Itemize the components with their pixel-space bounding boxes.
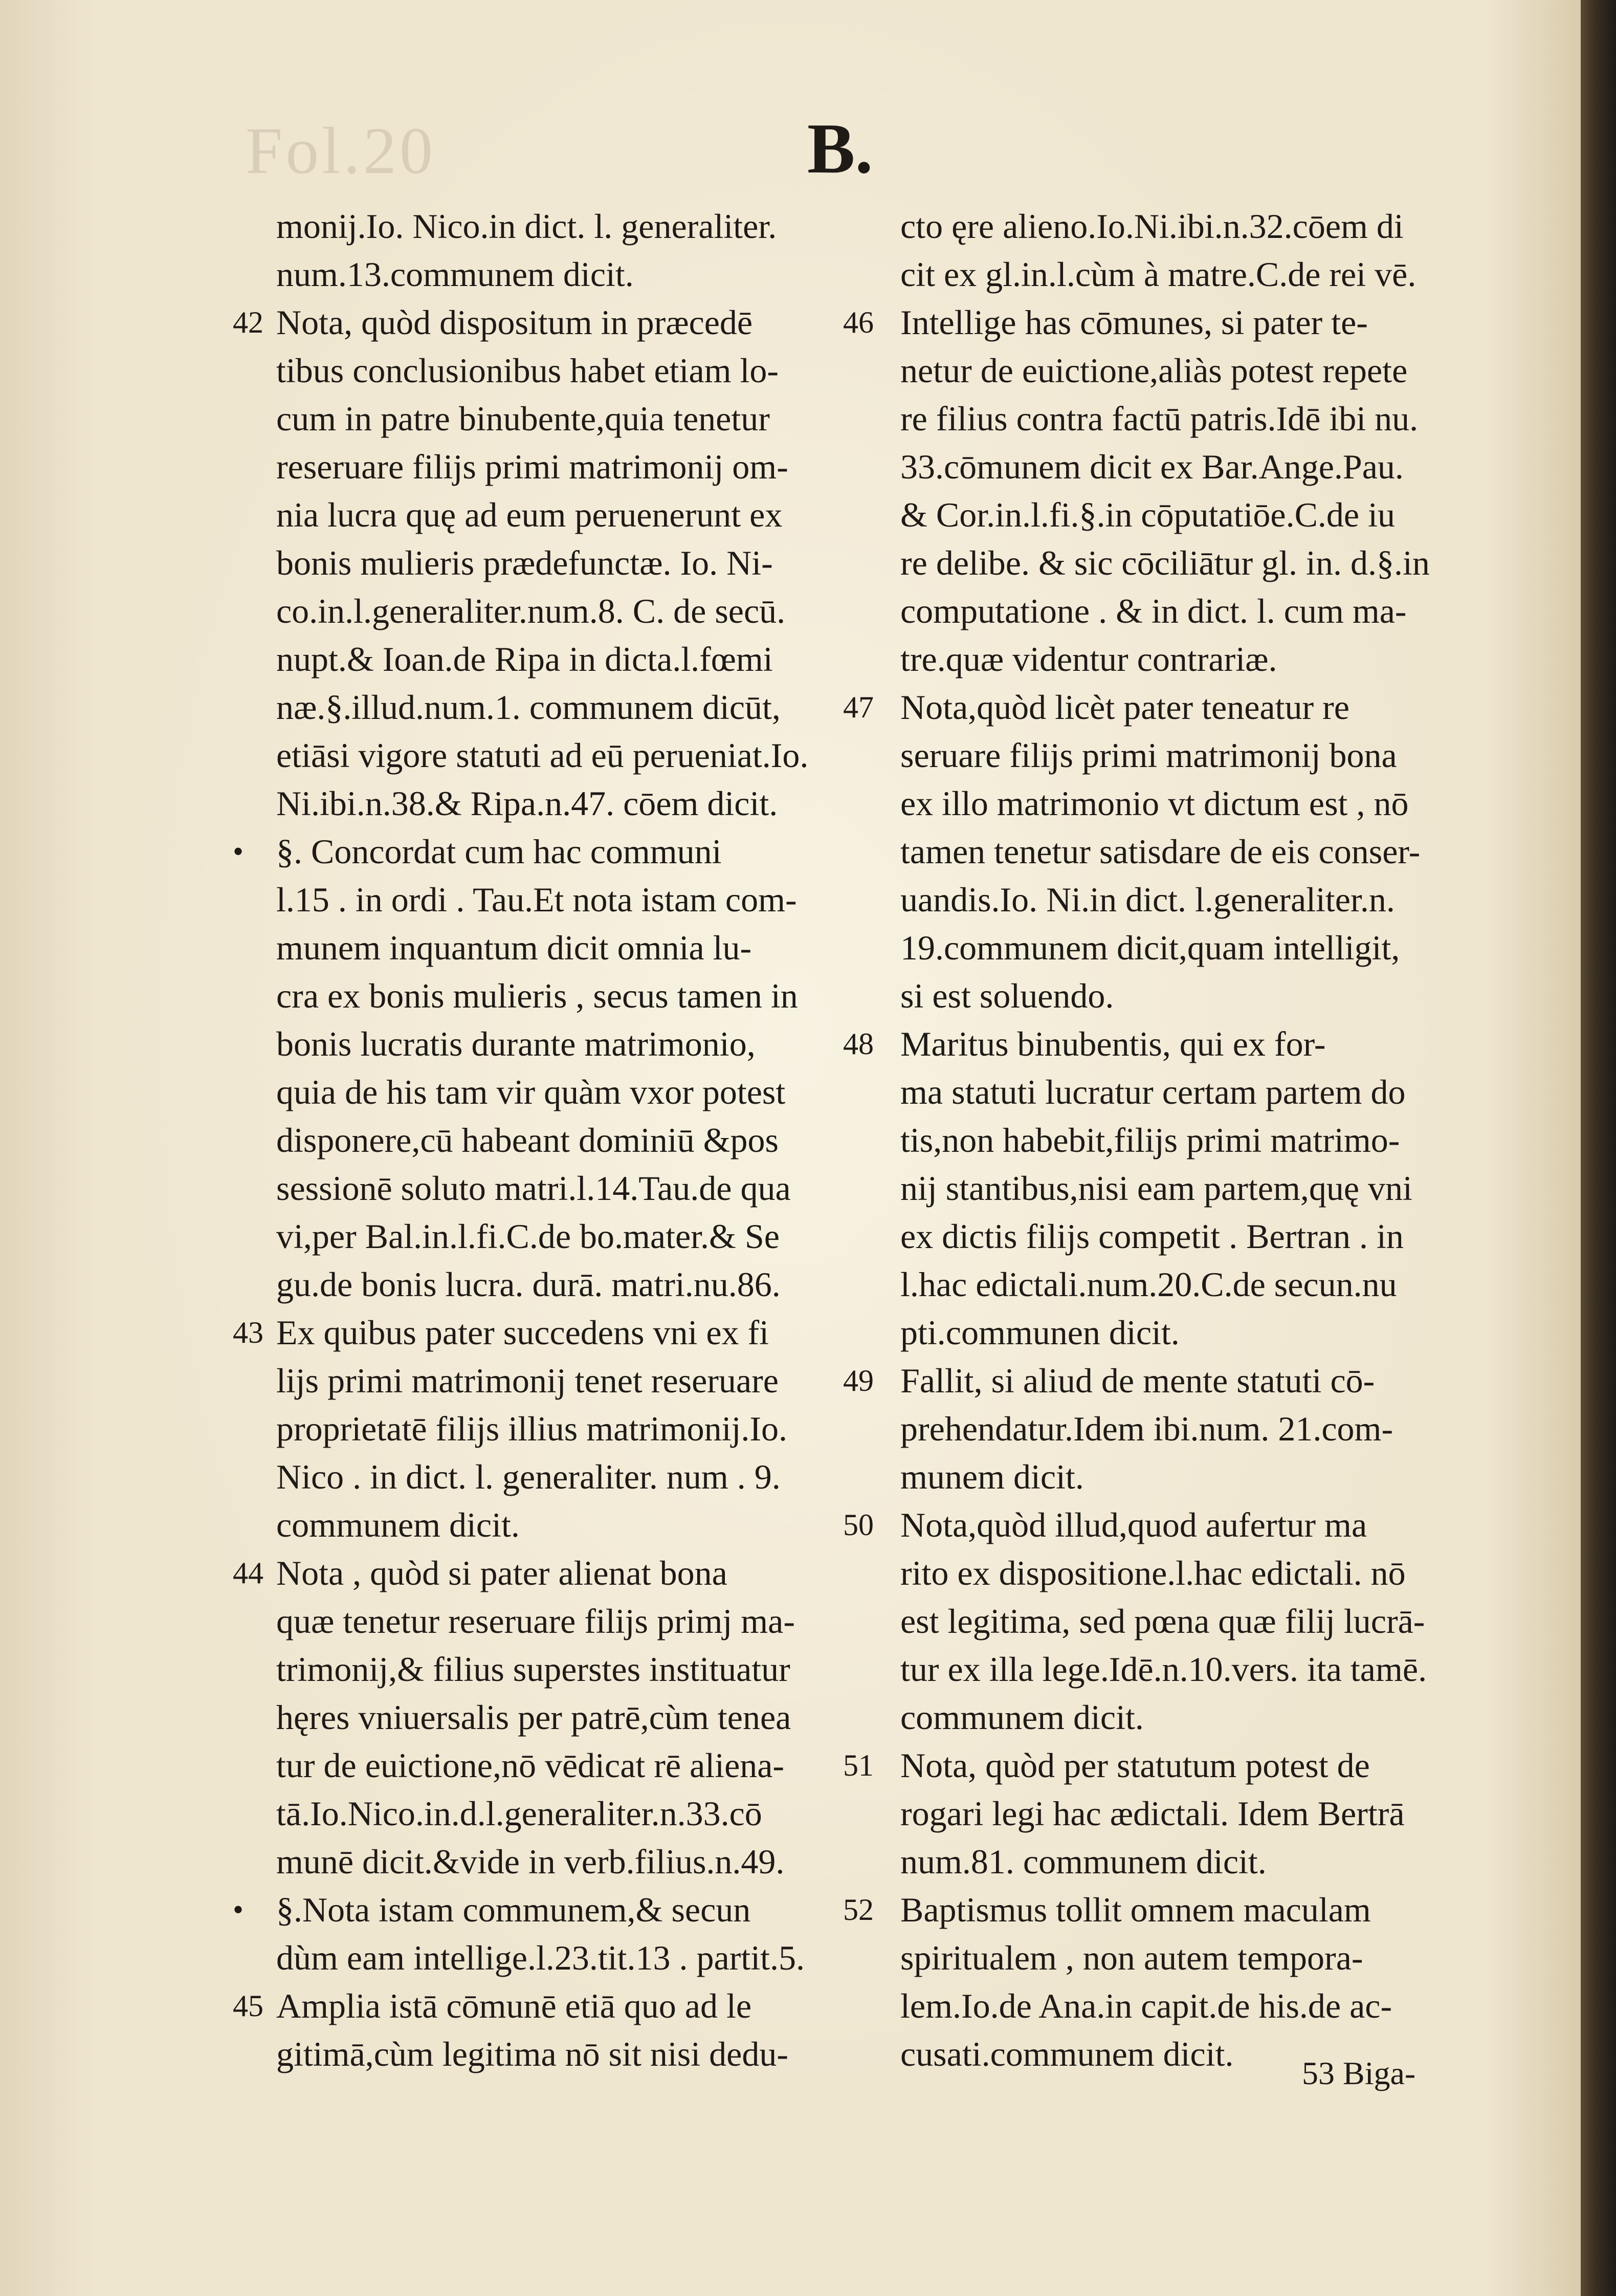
text-line xyxy=(900,972,1473,1020)
line-text: Baptismus tollit omnem maculam xyxy=(900,1890,1371,1929)
text-line xyxy=(276,443,839,491)
text-line xyxy=(276,2030,839,2078)
text-line xyxy=(233,1308,839,1357)
text-line xyxy=(900,731,1473,779)
line-text: tur ex illa lege.Idē.n.10.vers. ita tamē. xyxy=(900,1650,1427,1689)
line-text: cit ex gl.in.l.cùm à matre.C.de rei vē. xyxy=(900,255,1416,294)
line-text: monij.Io. Nico.in dict. l. generaliter. xyxy=(276,207,777,246)
text-line xyxy=(900,1645,1473,1693)
line-text: cra ex bonis mulieris , secus tamen in xyxy=(276,976,798,1015)
text-line xyxy=(900,1838,1473,1886)
line-text: re filius contra factū patris.Idē ibi nu. xyxy=(900,399,1419,438)
line-text: tā.Io.Nico.in.d.l.generaliter.n.33.cō xyxy=(276,1794,762,1833)
marginal-number: 51 xyxy=(843,1748,874,1782)
text-line xyxy=(900,827,1473,876)
line-text: etiāsi vigore statuti ad eū perueniat.Io. xyxy=(276,736,809,775)
text-line xyxy=(276,1020,839,1068)
marginal-number: • xyxy=(233,835,244,868)
text-line xyxy=(276,1357,839,1405)
line-text: §. Concordat cum hac communi xyxy=(276,832,722,871)
text-line xyxy=(276,635,839,683)
line-text: Ex quibus pater succedens vni ex fi xyxy=(276,1313,769,1352)
line-text: cto ęre alieno.Io.Ni.ibi.n.32.cōem di xyxy=(900,207,1404,246)
text-line xyxy=(276,876,839,924)
text-line xyxy=(276,346,839,395)
line-text: disponere,cū habeant dominiū &pos xyxy=(276,1121,779,1160)
text-line xyxy=(276,1405,839,1453)
line-text: proprietatē filijs illius matrimonij.Io. xyxy=(276,1409,788,1448)
line-text: 33.cōmunem dicit ex Bar.Ange.Pau. xyxy=(900,447,1404,486)
line-text: Maritus binubentis, qui ex for- xyxy=(900,1024,1326,1063)
line-text: netur de euictione,aliàs potest repete xyxy=(900,351,1408,390)
line-text: ex illo matrimonio vt dictum est , nō xyxy=(900,784,1409,823)
text-line xyxy=(276,1645,839,1693)
text-line xyxy=(843,1741,1473,1789)
text-line xyxy=(900,202,1473,250)
line-text: rito ex dispositione.l.hac edictali. nō xyxy=(900,1554,1406,1592)
line-text: Intellige has cōmunes, si pater te- xyxy=(900,303,1368,342)
text-line xyxy=(900,1068,1473,1116)
line-text: & Cor.in.l.fi.§.in cōputatiōe.C.de iu xyxy=(900,495,1396,534)
line-text: quæ tenetur reseruare filijs primj ma- xyxy=(276,1602,795,1641)
text-line xyxy=(900,491,1473,539)
line-text: lem.Io.de Ana.in capit.de his.de ac- xyxy=(900,1986,1392,2025)
text-line xyxy=(900,395,1473,443)
text-line xyxy=(276,1741,839,1789)
line-text: nupt.& Ioan.de Ripa in dicta.l.fœmi xyxy=(276,640,773,679)
line-text: vi,per Bal.in.l.fi.C.de bo.mater.& Se xyxy=(276,1217,780,1256)
line-text: Nota,quòd illud,quod aufertur ma xyxy=(900,1505,1367,1544)
line-text: Nota,quòd licèt pater teneatur re xyxy=(900,688,1349,727)
text-line xyxy=(276,1501,839,1549)
line-text: gu.de bonis lucra. durā. matri.nu.86. xyxy=(276,1265,781,1304)
line-text: nij stantibus,nisi eam partem,quę vni xyxy=(900,1169,1412,1208)
text-line xyxy=(900,539,1473,587)
marginal-number: 42 xyxy=(233,305,263,339)
line-text: hęres vniuersalis per patrē,cùm tenea xyxy=(276,1698,791,1737)
line-text: tis,non habebit,filijs primi matrimo- xyxy=(900,1121,1400,1160)
text-line xyxy=(900,250,1473,298)
marginal-number: 48 xyxy=(843,1027,874,1061)
text-line xyxy=(276,1068,839,1116)
text-line xyxy=(276,395,839,443)
line-text: næ.§.illud.num.1. communem dicūt, xyxy=(276,688,781,727)
line-text: num.13.communem dicit. xyxy=(276,255,634,294)
line-text: communem dicit. xyxy=(900,1698,1144,1737)
marginal-number: 44 xyxy=(233,1556,263,1590)
text-line xyxy=(276,1212,839,1260)
line-text: prehendatur.Idem ibi.num. 21.com- xyxy=(900,1409,1393,1448)
line-text: munem dicit. xyxy=(900,1457,1084,1496)
marginal-number: 46 xyxy=(843,305,874,339)
text-line xyxy=(900,779,1473,827)
text-line xyxy=(233,298,839,346)
text-line xyxy=(900,1934,1473,1982)
line-text: pti.communen dicit. xyxy=(900,1313,1180,1352)
text-line xyxy=(276,924,839,972)
line-text: ex dictis filijs competit . Bertran . in xyxy=(900,1217,1404,1256)
line-text: Nota, quòd dispositum in præcedē xyxy=(276,303,753,342)
text-line xyxy=(233,1549,839,1597)
line-text: Nota , quòd si pater alienat bona xyxy=(276,1554,727,1592)
text-line xyxy=(276,539,839,587)
text-line xyxy=(900,1693,1473,1741)
marginal-number: 47 xyxy=(843,690,874,724)
line-text: seruare filijs primi matrimonij bona xyxy=(900,736,1397,775)
text-line xyxy=(900,1116,1473,1164)
text-line xyxy=(276,1693,839,1741)
faded-folio-offset: Fol.20 xyxy=(246,114,436,188)
text-line xyxy=(843,1357,1473,1405)
text-line xyxy=(900,1308,1473,1357)
line-text: lijs primi matrimonij tenet reseruare xyxy=(276,1361,779,1400)
right-text-column xyxy=(843,202,1473,2078)
text-line xyxy=(276,1116,839,1164)
line-text: munē dicit.&vide in verb.filius.n.49. xyxy=(276,1842,785,1881)
text-line xyxy=(843,1501,1473,1549)
text-line xyxy=(900,1453,1473,1501)
signature-mark: B. xyxy=(807,109,873,188)
line-text: Ni.ibi.n.38.& Ripa.n.47. cōem dicit. xyxy=(276,784,778,823)
line-text: quia de his tam vir quàm vxor potest xyxy=(276,1073,786,1111)
line-text: re delibe. & sic cōciliātur gl. in. d.§.in xyxy=(900,543,1430,582)
line-text: l.hac edictali.num.20.C.de secun.nu xyxy=(900,1265,1397,1304)
line-text: ma statuti lucratur certam partem do xyxy=(900,1073,1406,1111)
text-line xyxy=(900,443,1473,491)
line-text: co.in.l.generaliter.num.8. C. de secū. xyxy=(276,592,786,630)
text-line xyxy=(276,1260,839,1308)
text-line xyxy=(276,683,839,731)
text-line xyxy=(900,924,1473,972)
text-line xyxy=(276,202,839,250)
text-line xyxy=(276,491,839,539)
marginal-number: • xyxy=(233,1893,244,1927)
text-line xyxy=(276,1789,839,1838)
marginal-number: 50 xyxy=(843,1508,874,1542)
line-text: spiritualem , non autem tempora- xyxy=(900,1938,1363,1977)
line-text: nia lucra quę ad eum peruenerunt ex xyxy=(276,495,783,534)
text-line xyxy=(900,1164,1473,1212)
text-line xyxy=(276,1934,839,1982)
line-text: tamen tenetur satisdare de eis conser- xyxy=(900,832,1421,871)
text-line xyxy=(276,1838,839,1886)
marginal-number: 45 xyxy=(233,1989,263,2023)
line-text: sessionē soluto matri.l.14.Tau.de qua xyxy=(276,1169,791,1208)
text-line xyxy=(276,587,839,635)
line-text: uandis.Io. Ni.in dict. l.generaliter.n. xyxy=(900,880,1395,919)
text-line xyxy=(900,1260,1473,1308)
marginal-number: 49 xyxy=(843,1364,874,1397)
line-text: trimonij,& filius superstes instituatur xyxy=(276,1650,790,1689)
text-line xyxy=(843,1886,1473,1934)
line-text: tur de euictione,nō vēdicat rē aliena- xyxy=(276,1746,785,1785)
line-text: Nota, quòd per statutum potest de xyxy=(900,1746,1370,1785)
line-text: est legitima, sed pœna quæ filij lucrā- xyxy=(900,1602,1425,1641)
text-line xyxy=(843,683,1473,731)
catchword: 53 Biga- xyxy=(1302,2055,1416,2091)
line-text: l.15 . in ordi . Tau.Et nota istam com- xyxy=(276,880,797,919)
line-text: §.Nota istam communem,& secun xyxy=(276,1890,751,1929)
line-text: Amplia istā cōmunē etiā quo ad le xyxy=(276,1986,752,2025)
page-edge-shadow xyxy=(1581,0,1616,2296)
text-line xyxy=(276,731,839,779)
line-text: bonis mulieris prædefunctæ. Io. Ni- xyxy=(276,543,773,582)
line-text: computatione . & in dict. l. cum ma- xyxy=(900,592,1407,630)
line-text: gitimā,cùm legitima nō sit nisi dedu- xyxy=(276,2035,788,2073)
line-text: tibus conclusionibus habet etiam lo- xyxy=(276,351,779,390)
line-text: Fallit, si aliud de mente statuti cō- xyxy=(900,1361,1375,1400)
line-text: rogari legi hac ædictali. Idem Bertrā xyxy=(900,1794,1405,1833)
text-line xyxy=(843,1020,1473,1068)
text-line xyxy=(900,587,1473,635)
text-line xyxy=(900,876,1473,924)
left-text-column xyxy=(233,202,839,2078)
line-text: 19.communem dicit,quam intelligit, xyxy=(900,928,1400,967)
line-text: reseruare filijs primi matrimonij om- xyxy=(276,447,788,486)
text-line xyxy=(900,1789,1473,1838)
line-text: munem inquantum dicit omnia lu- xyxy=(276,928,752,967)
line-text: cum in patre binubente,quia tenetur xyxy=(276,399,770,438)
line-text: Nico . in dict. l. generaliter. num . 9. xyxy=(276,1457,781,1496)
line-text: num.81. communem dicit. xyxy=(900,1842,1267,1881)
marginal-number: 52 xyxy=(843,1893,874,1927)
text-line xyxy=(276,1164,839,1212)
line-text: si est soluendo. xyxy=(900,976,1114,1015)
text-line xyxy=(276,1597,839,1645)
text-line xyxy=(900,1405,1473,1453)
text-line xyxy=(843,298,1473,346)
text-line xyxy=(900,346,1473,395)
marginal-number: 43 xyxy=(233,1316,263,1349)
text-line xyxy=(900,1549,1473,1597)
text-line xyxy=(276,972,839,1020)
text-line xyxy=(233,827,839,876)
line-text: bonis lucratis durante matrimonio, xyxy=(276,1024,756,1063)
text-line xyxy=(276,250,839,298)
text-line xyxy=(233,1886,839,1934)
text-line xyxy=(276,1453,839,1501)
line-text: dùm eam intellige.l.23.tit.13 . partit.5. xyxy=(276,1938,805,1977)
line-text: communem dicit. xyxy=(276,1505,520,1544)
text-line xyxy=(900,635,1473,683)
text-line xyxy=(233,1982,839,2030)
line-text: cusati.communem dicit. xyxy=(900,2035,1234,2073)
text-line xyxy=(900,1982,1473,2030)
text-line xyxy=(900,1597,1473,1645)
line-text: tre.quæ videntur contrariæ. xyxy=(900,640,1277,679)
text-line xyxy=(276,779,839,827)
text-line xyxy=(900,1212,1473,1260)
